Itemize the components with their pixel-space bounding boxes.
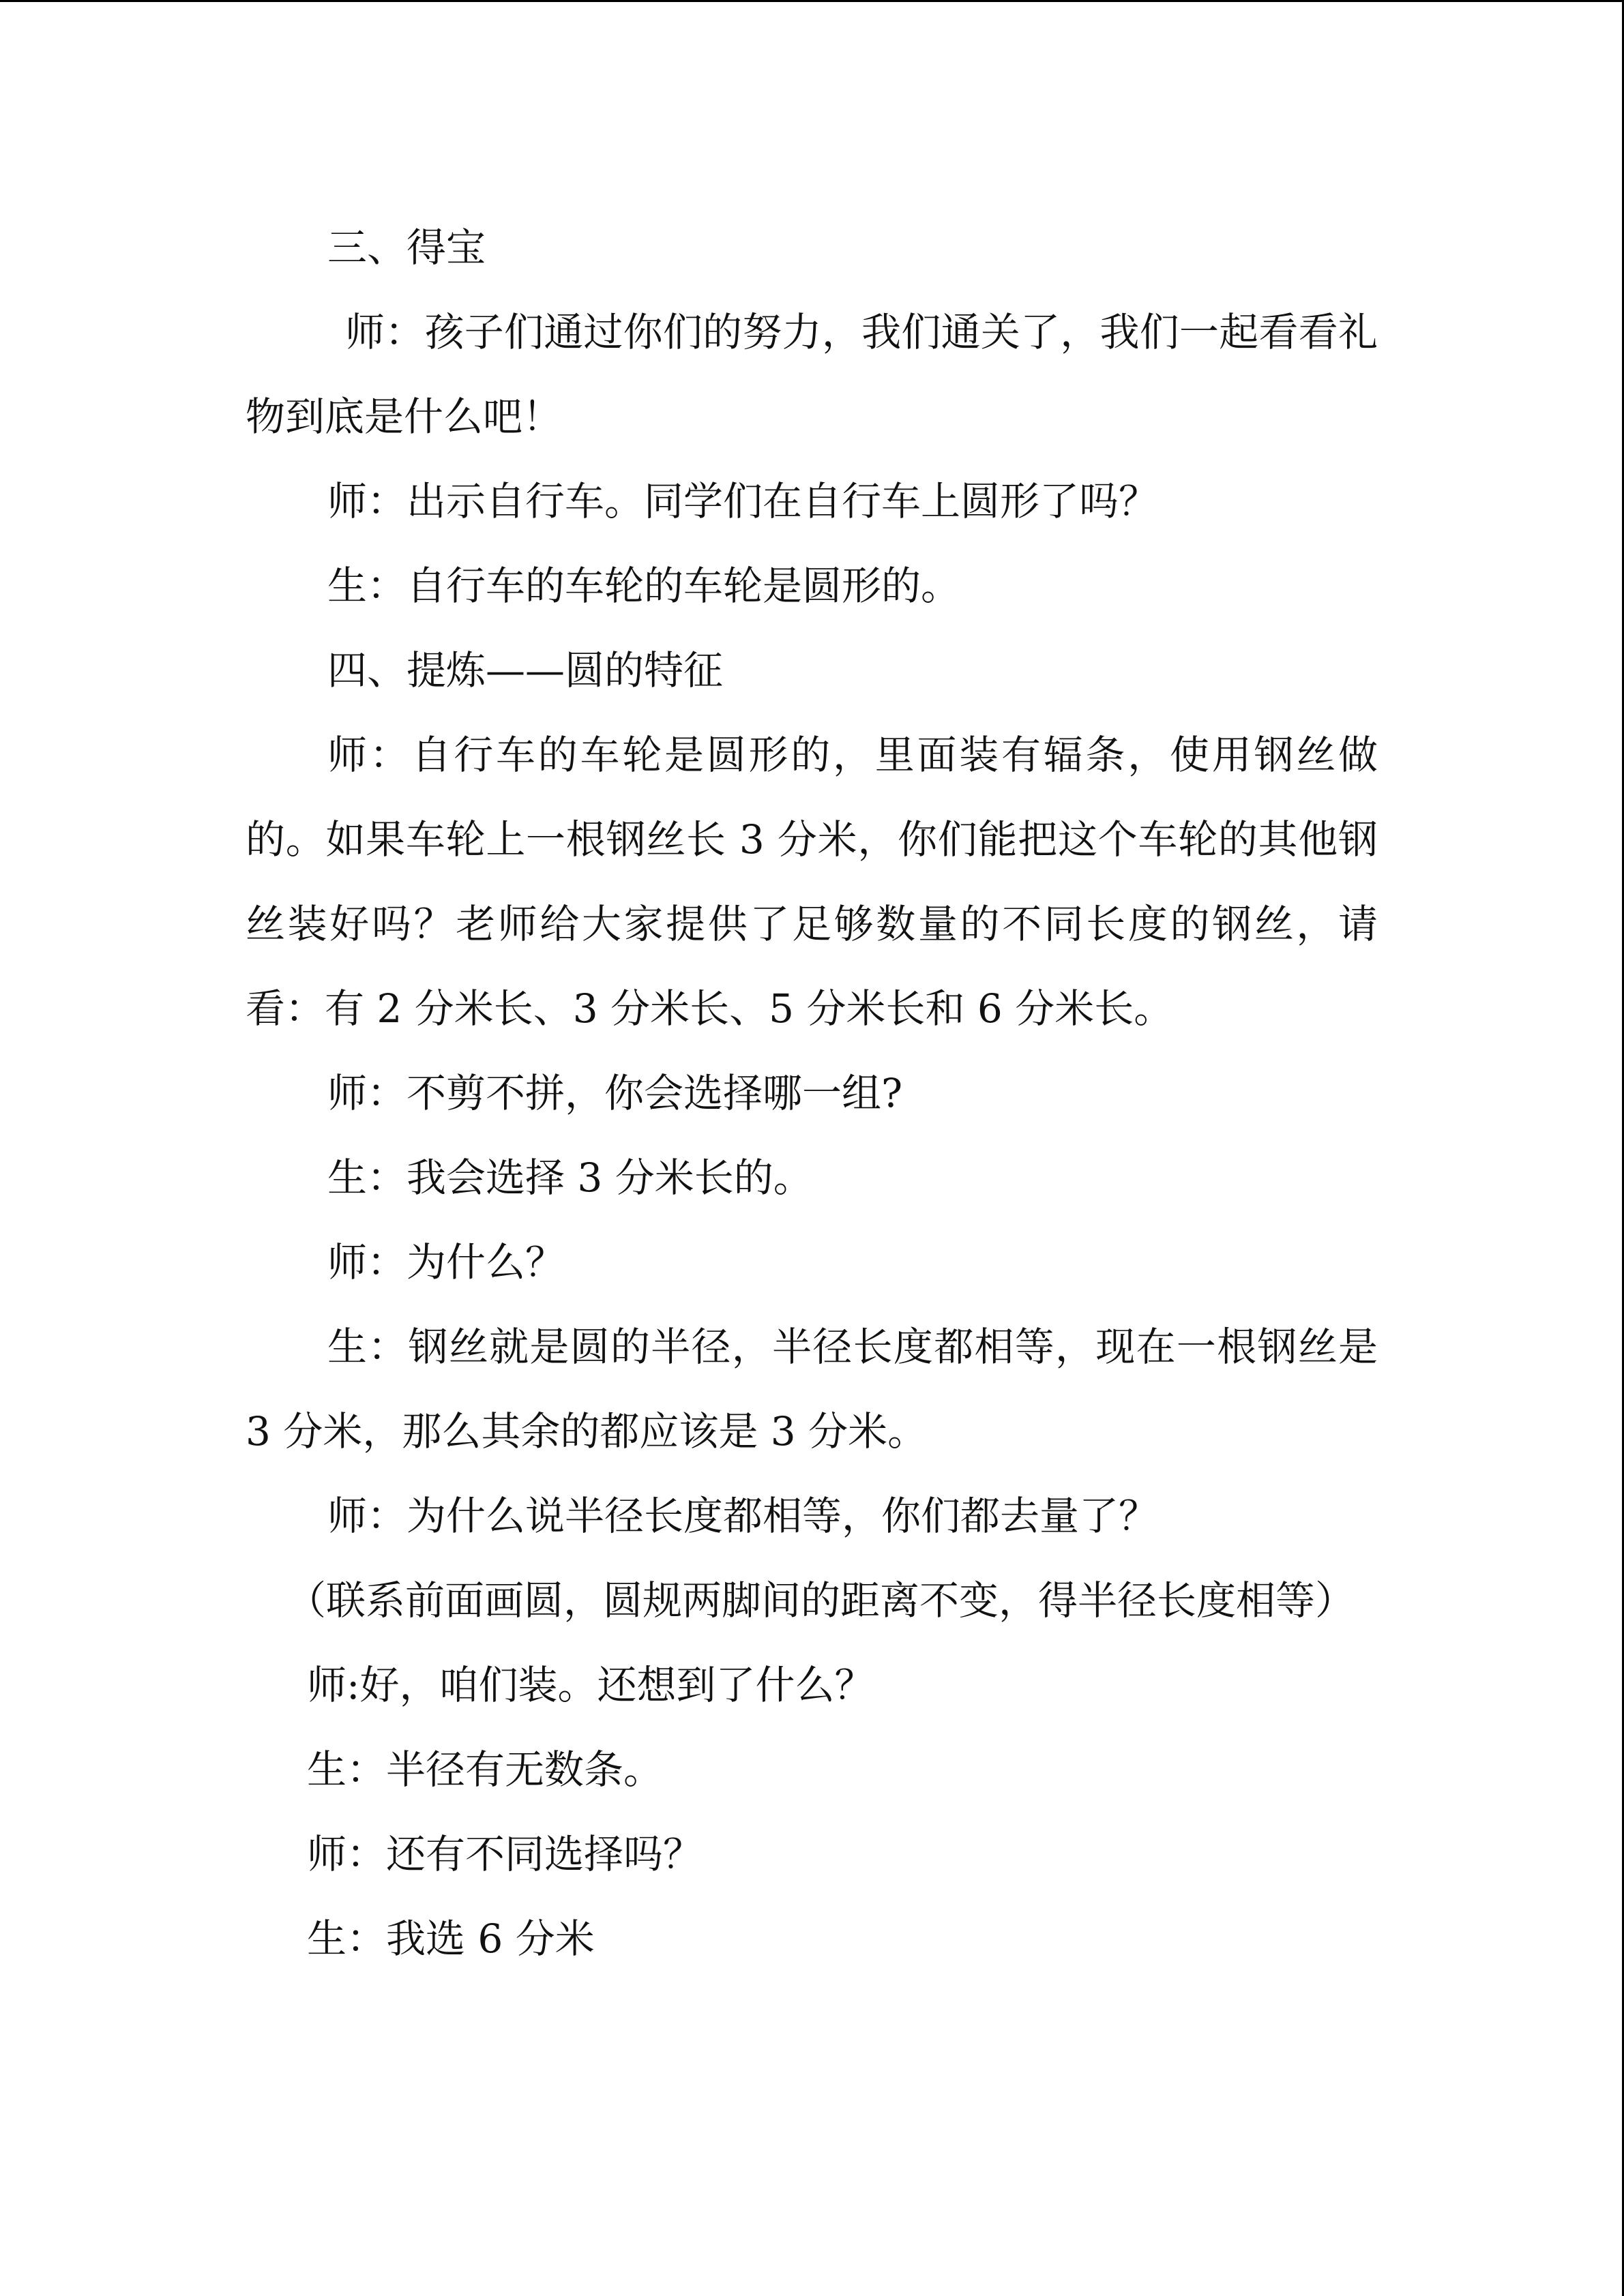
section-heading-4: 四、提炼——圆的特征: [327, 647, 724, 694]
student-line: 生：我选 6 分米: [307, 1915, 595, 1962]
student-line: 生：自行车的车轮的车轮是圆形的。: [327, 563, 961, 609]
section-heading-3: 三、得宝: [327, 224, 486, 271]
student-line: 生：我会选择 3 分米长的。: [327, 1154, 813, 1201]
teacher-line: 师：孩子们通过你们的努力，我们通关了，我们一起看看礼物到底是什么吧！: [246, 309, 1378, 440]
student-line: 生：钢丝就是圆的半径，半径长度都相等，现在一根钢丝是 3 分米，那么其余的都应该是 3 分米。: [246, 1324, 1378, 1455]
teacher-line: 师:好，咱们装。还想到了什么？: [307, 1662, 874, 1708]
teacher-line: 师：还有不同选择吗？: [307, 1831, 703, 1877]
teacher-line: 师：出示自行车。同学们在自行车上圆形了吗？: [327, 478, 1159, 524]
document-body: [246, 205, 1378, 1981]
parenthetical-note: （联系前面画圆，圆规两脚间的距离不变，得半径长度相等）: [286, 1577, 1355, 1624]
teacher-line: 师：为什么说半径长度都相等，你们都去量了？: [327, 1493, 1159, 1539]
student-line: 生：半径有无数条。: [307, 1746, 664, 1793]
teacher-line: 师：不剪不拼，你会选择哪一组?: [327, 1070, 903, 1116]
teacher-line: 师：自行车的车轮是圆形的，里面装有辐条，使用钢丝做的。如果车轮上一根钢丝长 3 分米，你们能把这个车轮的其他钢丝装好吗？老师给大家提供了足够数量的不同长度的钢丝，请看：有 2 分米长、3 分米长、5 分米长和 6 分米长。: [246, 732, 1378, 1032]
teacher-line: 师：为什么？: [327, 1239, 565, 1285]
